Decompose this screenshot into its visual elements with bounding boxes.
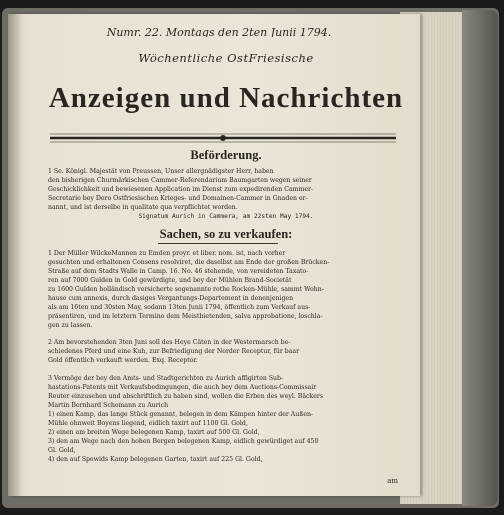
text-line: gen zu lassen. xyxy=(48,322,93,329)
text-line: schiedenes Pferd und eine Kuh, zur Befriedigung der Norder Receptur, für baar xyxy=(48,348,300,355)
text-line: zu 1600 Gulden holländisch versicherte sogenannte rothe Rocken-Mühle, sammt Wohn- xyxy=(48,286,324,293)
text-line: Secretario bey Dero Ostfriesischen Krieges- und Domainen-Cammer in Gnaden er- xyxy=(48,195,308,202)
ornament-rule xyxy=(50,132,396,144)
text-line: 1) einen Kamp, das lange Stück genannt, belegen in dem Kämpen hinter der Außen- xyxy=(48,411,314,418)
text-line: Reuter einzusehen und abschriftlich zu haben sind, wollen die Erben des weyl. Bäckers xyxy=(48,393,324,400)
section-heading-befoerderung: Beförderung. xyxy=(190,148,262,162)
book-spine-edge xyxy=(462,10,498,506)
text-line: präsentiren, und im letztern Termino dem Meistbietenden, salva approbatione, loschla- xyxy=(48,313,323,320)
newspaper-page xyxy=(8,14,420,496)
masthead-title: Anzeigen und Nachrichten xyxy=(48,82,404,114)
text-line: Mühle ohnweit Boyens liegend, eidlich taxirt auf 1100 Gl. Gold, xyxy=(48,420,248,427)
heading-underline xyxy=(158,243,278,244)
text-line: 3 Vermöge der bey den Amts- und Stadtgerichten zu Aurich affigirten Sub- xyxy=(48,375,284,382)
page-gutter xyxy=(8,14,22,496)
text-line: 4) den auf Spewids Kamp belegenen Garten, taxirt auf 225 Gl. Gold, xyxy=(48,456,263,463)
signature-line: Signatum Aurich in Cammera, am 22sten May 1794. xyxy=(138,213,314,220)
section-heading-sachen: Sachen, so zu verkaufen: xyxy=(159,227,293,241)
catchword: am xyxy=(387,477,398,485)
text-line: 3) den am Wege nach den hohen Bergen belegenen Kamp, eidlich gewürdiget auf 450 xyxy=(48,438,319,445)
text-line: gesuchten und erhaltenen Consens resolviret, die daselbst am Ende der großen Brücken- xyxy=(48,259,330,266)
issue-line: Numr. 22. Montags den 2ten Junii 1794. xyxy=(106,28,332,37)
text-line: den bisherigen Churmärkischen Cammer-Referendarium Baumgarten wegen seiner xyxy=(48,177,312,184)
text-line: hastations-Patents mit Verkaufsbedingungen, die auch bey dem Auctions-Commissair xyxy=(48,384,317,391)
text-line: 2) einen am breiten Wege belegenen Kamp, taxirt auf 500 Gl. Gold, xyxy=(48,429,260,436)
text-line: Straße auf dem Stadts Walle in Camp. 16. No. 46 stehende, von vereideten Taxato- xyxy=(48,268,309,275)
text-line: Gl. Gold, xyxy=(48,447,76,454)
text-line: hause cum annexis, durch dasiges Vergantungs-Departement in denenjenigen xyxy=(48,295,294,302)
text-line: ren auf 7000 Gulden in Gold gewürdigte, und bey der Mühlen Brand-Societät xyxy=(48,277,292,284)
text-line: 2 Am bevorstehenden 3ten Juni soll des Heye Cäten in der Westermarsch be- xyxy=(48,339,291,346)
text-line: 1 Der Müller WilckeMannen zu Emden proyr. et liber. nom. ist, nach vorher xyxy=(48,250,286,257)
text-line: nannt, und ist derselbe in qualitate qua verpflichtet worden. xyxy=(48,204,238,211)
text-line: Gold öffentlich verkauft werden. Exq. Receptor. xyxy=(48,357,198,364)
text-line: als am 16ten und 30sten May, sodann 13ten Junii 1794, öffentlich zum Verkauf aus- xyxy=(48,304,311,311)
text-line: Martin Bernhard Schomann zu Aurich xyxy=(48,402,169,409)
text-line: Geschicklichkeit und bewiesenen Application im Dienst zum expedirenden Cammer- xyxy=(48,186,314,193)
text-line: 1 Se. Königl. Majestät von Preussen, Unser allergnädigster Herr, haben xyxy=(48,168,274,175)
masthead-subtitle: Wöchentliche OstFriesische xyxy=(138,54,314,63)
